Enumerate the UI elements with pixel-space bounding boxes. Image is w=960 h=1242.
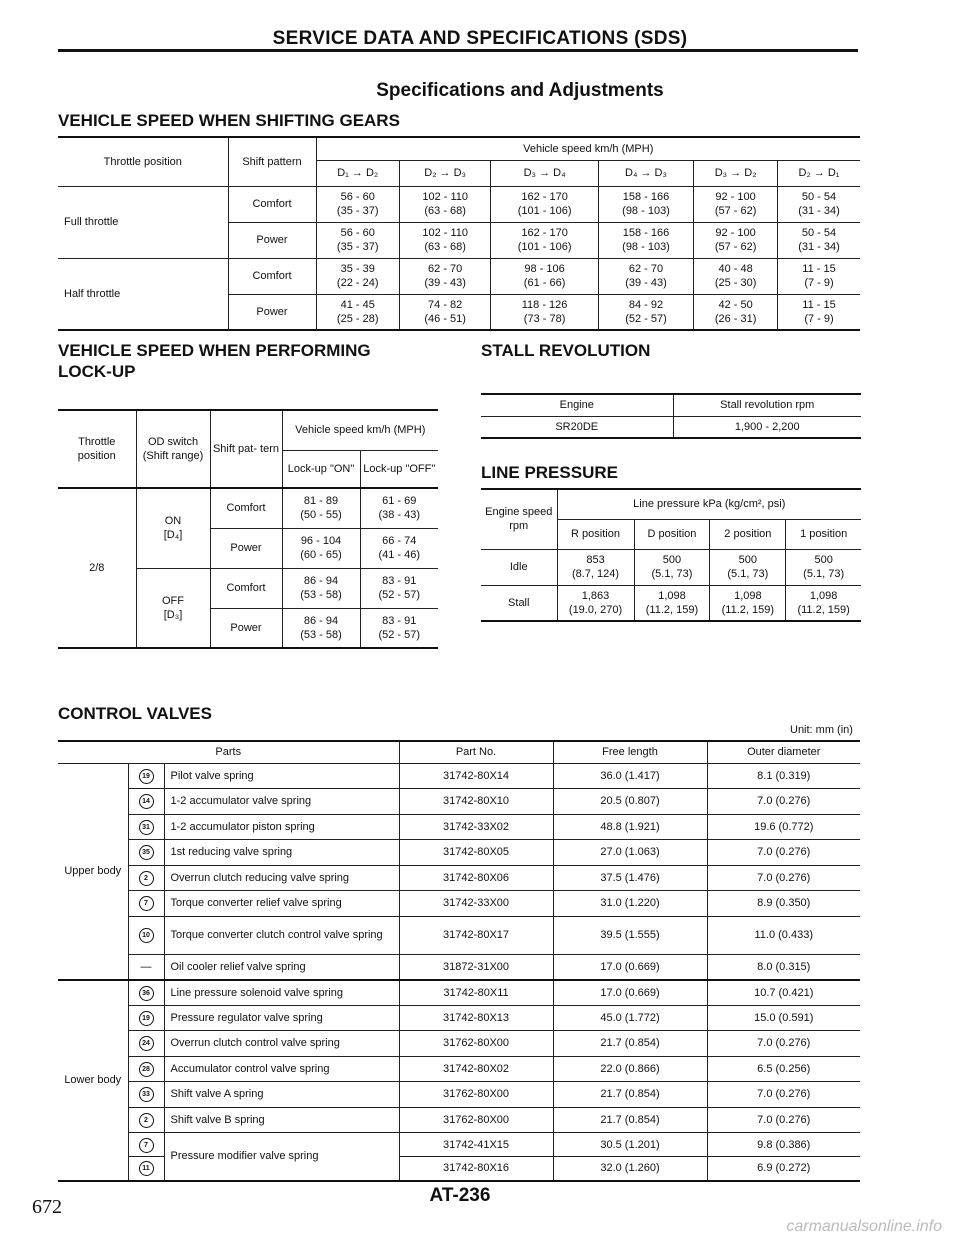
speed-cell xyxy=(316,222,399,258)
value-primary: 500 xyxy=(814,554,833,566)
value-primary: 35 - 39 xyxy=(340,263,375,275)
part-number: 31762-80X00 xyxy=(399,1082,553,1108)
value-secondary: (98 - 103) xyxy=(622,205,670,217)
lp-engine-speed: Stall xyxy=(481,585,557,621)
callout-number xyxy=(128,980,164,1006)
part-number: 31742-80X14 xyxy=(399,763,553,789)
speed-cell xyxy=(694,222,778,258)
value-secondary: (52 - 57) xyxy=(625,312,667,325)
free-length: 20.5 (0.807) xyxy=(553,789,707,815)
callout-circle: 7 xyxy=(139,896,154,911)
lockup-off-speed xyxy=(360,568,438,608)
part-number: 31742-33X02 xyxy=(399,814,553,840)
lp-value xyxy=(710,549,786,585)
speed-cell xyxy=(316,186,399,222)
speed-cell xyxy=(694,258,778,294)
free-length: 36.0 (1.417) xyxy=(553,763,707,789)
value-primary: 1,098 xyxy=(658,589,686,602)
body-label: Upper body xyxy=(58,763,128,980)
shift-pattern: Comfort xyxy=(228,186,316,222)
lp-col-header: D position xyxy=(634,519,710,549)
value-primary: 86 - 94 xyxy=(303,614,339,627)
lockup-on-speed xyxy=(282,528,360,568)
control-valves-table xyxy=(58,740,860,1182)
outer-diameter: 7.0 (0.276) xyxy=(707,1031,860,1057)
value-secondary: (41 - 46) xyxy=(378,549,421,561)
h-vehicle-speed: Vehicle speed km/h (MPH) xyxy=(316,137,860,160)
value-secondary: (98 - 103) xyxy=(622,241,670,253)
part-name: 1st reducing valve spring xyxy=(164,840,399,866)
free-length: 31.0 (1.220) xyxy=(553,891,707,917)
speed-cell xyxy=(778,294,861,330)
value-secondary: (5.1, 73) xyxy=(803,568,845,580)
value-secondary: (52 - 57) xyxy=(378,589,421,601)
callout-number xyxy=(128,865,164,891)
callout-circle: 19 xyxy=(139,1011,154,1026)
part-name: Torque converter relief valve spring xyxy=(164,891,399,917)
callout-circle: 14 xyxy=(139,794,154,809)
value-primary: 102 - 110 xyxy=(422,227,468,239)
part-name: Shift valve A spring xyxy=(164,1082,399,1108)
callout-circle: — xyxy=(140,960,152,973)
od-state: OFF xyxy=(162,594,184,607)
value-primary: 11 - 15 xyxy=(802,298,836,311)
col-header: D₃ → D₂ xyxy=(694,160,778,186)
header-rule xyxy=(58,49,858,52)
part-name: Overrun clutch control valve spring xyxy=(164,1031,399,1057)
value-primary: 50 - 54 xyxy=(801,227,837,239)
outer-diameter: 6.9 (0.272) xyxy=(707,1157,860,1181)
lu-h-throttle: Throttle position xyxy=(58,410,136,488)
col-header: D₁ → D₂ xyxy=(316,160,399,186)
callout-circle: 2 xyxy=(139,1113,154,1128)
callout-number xyxy=(128,1133,164,1157)
speed-cell xyxy=(399,222,490,258)
value-secondary: (11.2, 159) xyxy=(645,603,699,616)
value-primary: 40 - 48 xyxy=(718,263,753,275)
callout-circle: 28 xyxy=(139,1062,154,1077)
od-switch xyxy=(136,488,210,568)
cv-h-outer: Outer diameter xyxy=(707,741,860,763)
cv-h-partno: Part No. xyxy=(399,741,553,763)
stall-table xyxy=(481,393,861,439)
speed-cell xyxy=(399,186,490,222)
lu-h-on: Lock-up "ON" xyxy=(282,450,360,488)
shift-pattern: Power xyxy=(228,222,316,258)
shift-speed-table xyxy=(58,136,860,331)
lu-h-shift: Shift pat- tern xyxy=(210,410,282,488)
stall-rev: 1,900 - 2,200 xyxy=(673,416,861,438)
lu-shift-pattern: Power xyxy=(210,528,282,568)
value-secondary: (39 - 43) xyxy=(625,277,667,289)
throttle-position: Half throttle xyxy=(58,258,228,330)
value-secondary: (35 - 37) xyxy=(336,241,379,253)
lockup-on-speed xyxy=(282,488,360,528)
outer-diameter: 6.5 (0.256) xyxy=(707,1056,860,1082)
outer-diameter: 15.0 (0.591) xyxy=(707,1005,860,1031)
outer-diameter: 8.1 (0.319) xyxy=(707,763,860,789)
stall-engine: SR20DE xyxy=(481,416,673,438)
part-number: 31742-80X05 xyxy=(399,840,553,866)
od-range: [D₄] xyxy=(163,529,183,542)
value-primary: 66 - 74 xyxy=(382,535,417,547)
value-primary: 158 - 166 xyxy=(622,227,670,239)
speed-cell xyxy=(694,186,778,222)
part-name: Torque converter clutch control valve spring xyxy=(164,916,399,954)
lockup-title-2: LOCK-UP xyxy=(58,362,136,381)
value-primary: 11 - 15 xyxy=(802,263,836,275)
value-secondary: (63 - 68) xyxy=(424,241,466,253)
value-secondary: (61 - 66) xyxy=(523,277,566,289)
col-header: D₃ → D₄ xyxy=(491,160,598,186)
od-state: ON xyxy=(164,515,182,528)
value-primary: 61 - 69 xyxy=(382,495,417,508)
free-length: 17.0 (0.669) xyxy=(553,954,707,980)
lu-throttle: 2/8 xyxy=(58,488,136,648)
page-subtitle: Specifications and Adjustments xyxy=(376,80,664,101)
speed-cell xyxy=(399,294,490,330)
outer-diameter: 19.6 (0.772) xyxy=(707,814,860,840)
value-primary: 56 - 60 xyxy=(340,227,375,239)
value-primary: 83 - 91 xyxy=(382,614,417,627)
part-name: Accumulator control valve spring xyxy=(164,1056,399,1082)
outer-diameter: 9.8 (0.386) xyxy=(707,1133,860,1157)
callout-circle: 10 xyxy=(139,928,154,943)
callout-circle: 31 xyxy=(139,820,154,835)
body-label: Lower body xyxy=(58,980,128,1181)
part-number: 31742-41X15 xyxy=(399,1133,553,1157)
value-secondary: (53 - 58) xyxy=(300,589,342,601)
callout-circle: 36 xyxy=(139,986,154,1001)
shift-pattern: Power xyxy=(228,294,316,330)
callout-number xyxy=(128,814,164,840)
free-length: 37.5 (1.476) xyxy=(553,865,707,891)
value-primary: 118 - 126 xyxy=(521,298,568,311)
part-name: Pressure modifier valve spring xyxy=(164,1133,399,1181)
lockup-off-speed xyxy=(360,488,438,528)
callout-number xyxy=(128,763,164,789)
value-primary: 98 - 106 xyxy=(524,263,565,275)
part-name: Line pressure solenoid valve spring xyxy=(164,980,399,1006)
callout-circle: 33 xyxy=(139,1087,154,1102)
part-number: 31742-80X16 xyxy=(399,1157,553,1181)
value-secondary: (22 - 24) xyxy=(336,277,379,289)
lp-value xyxy=(557,585,634,621)
callout-circle: 11 xyxy=(139,1161,154,1176)
speed-cell xyxy=(694,294,778,330)
speed-cell xyxy=(491,294,598,330)
outer-diameter: 7.0 (0.276) xyxy=(707,789,860,815)
stall-h-engine: Engine xyxy=(481,394,673,416)
value-primary: 86 - 94 xyxy=(303,575,339,587)
watermark: carmanualsonline.info xyxy=(786,1218,942,1235)
value-secondary: (7 - 9) xyxy=(804,277,834,289)
callout-circle: 19 xyxy=(139,769,154,784)
callout-number xyxy=(128,1005,164,1031)
value-primary: 42 - 50 xyxy=(718,298,753,311)
speed-cell xyxy=(399,258,490,294)
lp-value xyxy=(634,585,710,621)
lp-h-lp: Line pressure kPa (kg/cm², psi) xyxy=(557,489,861,519)
value-secondary: (7 - 9) xyxy=(804,312,834,325)
value-primary: 92 - 100 xyxy=(715,227,756,239)
part-name: 1-2 accumulator valve spring xyxy=(164,789,399,815)
part-name: Pilot valve spring xyxy=(164,763,399,789)
line-pressure-title: LINE PRESSURE xyxy=(481,463,618,482)
speed-cell xyxy=(598,258,693,294)
value-secondary: (57 - 62) xyxy=(714,205,757,217)
value-secondary: (5.1, 73) xyxy=(727,568,769,580)
callout-number xyxy=(128,1056,164,1082)
value-secondary: (52 - 57) xyxy=(378,628,421,641)
value-secondary: (101 - 106) xyxy=(517,205,572,217)
part-number: 31742-80X10 xyxy=(399,789,553,815)
part-number: 31762-80X00 xyxy=(399,1031,553,1057)
speed-cell xyxy=(598,186,693,222)
lockup-table xyxy=(58,409,438,649)
value-secondary: (50 - 55) xyxy=(300,509,342,522)
value-primary: 1,098 xyxy=(809,589,838,602)
od-switch xyxy=(136,568,210,648)
h-throttle-position: Throttle position xyxy=(58,137,228,186)
value-primary: 102 - 110 xyxy=(422,191,468,203)
lp-value xyxy=(786,549,861,585)
free-length: 39.5 (1.555) xyxy=(553,916,707,954)
free-length: 22.0 (0.866) xyxy=(553,1056,707,1082)
lp-value xyxy=(557,549,634,585)
part-name: 1-2 accumulator piston spring xyxy=(164,814,399,840)
lp-value xyxy=(786,585,861,621)
lockup-title-1: VEHICLE SPEED WHEN PERFORMING xyxy=(58,341,371,360)
speed-cell xyxy=(491,258,598,294)
part-number: 31742-33X00 xyxy=(399,891,553,917)
callout-number xyxy=(128,840,164,866)
value-secondary: (25 - 30) xyxy=(714,277,757,289)
value-secondary: (63 - 68) xyxy=(424,205,466,217)
free-length: 45.0 (1.772) xyxy=(553,1005,707,1031)
speed-cell xyxy=(778,222,861,258)
section-page-code: AT-236 xyxy=(429,1185,491,1206)
callout-circle: 2 xyxy=(139,871,154,886)
speed-cell xyxy=(316,294,399,330)
value-primary: 1,098 xyxy=(734,589,762,602)
cv-h-free: Free length xyxy=(553,741,707,763)
value-primary: 83 - 91 xyxy=(382,575,417,587)
outer-diameter: 8.0 (0.315) xyxy=(707,954,860,980)
lp-value xyxy=(710,585,786,621)
lp-engine-speed: Idle xyxy=(481,549,557,585)
lp-col-header: 1 position xyxy=(786,519,861,549)
callout-number xyxy=(128,789,164,815)
callout-number xyxy=(128,891,164,917)
callout-number xyxy=(128,1031,164,1057)
part-number: 31762-80X00 xyxy=(399,1107,553,1133)
free-length: 32.0 (1.260) xyxy=(553,1157,707,1181)
h-shift-pattern: Shift pattern xyxy=(228,137,316,186)
control-valves-title: CONTROL VALVES xyxy=(58,704,212,723)
callout-circle: 7 xyxy=(139,1138,154,1153)
part-number: 31872-31X00 xyxy=(399,954,553,980)
throttle-position: Full throttle xyxy=(58,186,228,258)
lockup-on-speed xyxy=(282,608,360,648)
value-primary: 41 - 45 xyxy=(340,298,375,311)
lu-shift-pattern: Comfort xyxy=(210,488,282,528)
value-primary: 81 - 89 xyxy=(303,495,339,508)
lockup-off-speed xyxy=(360,608,438,648)
callout-number xyxy=(128,954,164,980)
value-primary: 50 - 54 xyxy=(801,191,837,203)
page-header-title: SERVICE DATA AND SPECIFICATIONS (SDS) xyxy=(272,28,688,49)
value-secondary: (60 - 65) xyxy=(300,549,342,561)
free-length: 21.7 (0.854) xyxy=(553,1031,707,1057)
lockup-on-speed xyxy=(282,568,360,608)
value-primary: 158 - 166 xyxy=(622,191,670,203)
unit-label: Unit: mm (in) xyxy=(790,724,853,736)
value-secondary: (8.7, 124) xyxy=(571,568,620,580)
part-name: Oil cooler relief valve spring xyxy=(164,954,399,980)
stall-title: STALL REVOLUTION xyxy=(481,341,651,360)
free-length: 21.7 (0.854) xyxy=(553,1107,707,1133)
value-secondary: (39 - 43) xyxy=(424,277,466,289)
value-primary: 92 - 100 xyxy=(715,191,756,203)
outer-diameter: 10.7 (0.421) xyxy=(707,980,860,1006)
value-primary: 84 - 92 xyxy=(628,298,664,311)
col-header: D₂ → D₃ xyxy=(399,160,490,186)
speed-cell xyxy=(598,222,693,258)
value-primary: 62 - 70 xyxy=(628,263,664,275)
part-number: 31742-80X02 xyxy=(399,1056,553,1082)
value-primary: 56 - 60 xyxy=(340,191,375,203)
value-secondary: (31 - 34) xyxy=(798,241,840,253)
free-length: 48.8 (1.921) xyxy=(553,814,707,840)
part-number: 31742-80X17 xyxy=(399,916,553,954)
lu-shift-pattern: Power xyxy=(210,608,282,648)
outer-diameter: 7.0 (0.276) xyxy=(707,1082,860,1108)
lp-h-speed: Engine speed rpm xyxy=(481,489,557,549)
part-name: Shift valve B spring xyxy=(164,1107,399,1133)
value-primary: 62 - 70 xyxy=(428,263,463,275)
part-number: 31742-80X13 xyxy=(399,1005,553,1031)
value-primary: 162 - 170 xyxy=(521,227,568,239)
value-secondary: (35 - 37) xyxy=(336,205,379,217)
value-secondary: (19.0, 270) xyxy=(568,603,623,616)
cv-h-parts: Parts xyxy=(58,741,399,763)
speed-cell xyxy=(491,222,598,258)
lu-h-off: Lock-up "OFF" xyxy=(360,450,438,488)
value-secondary: (46 - 51) xyxy=(424,312,466,325)
callout-number xyxy=(128,1157,164,1181)
lu-shift-pattern: Comfort xyxy=(210,568,282,608)
shift-speed-title: VEHICLE SPEED WHEN SHIFTING GEARS xyxy=(58,111,400,130)
free-length: 21.7 (0.854) xyxy=(553,1082,707,1108)
value-secondary: (5.1, 73) xyxy=(651,568,693,580)
value-secondary: (101 - 106) xyxy=(517,241,572,253)
part-name: Overrun clutch reducing valve spring xyxy=(164,865,399,891)
outer-diameter: 7.0 (0.276) xyxy=(707,1107,860,1133)
lp-value xyxy=(634,549,710,585)
speed-cell xyxy=(491,186,598,222)
speed-cell xyxy=(778,186,861,222)
value-primary: 1,863 xyxy=(581,589,610,602)
speed-cell xyxy=(598,294,693,330)
lu-h-od: OD switch (Shift range) xyxy=(136,410,210,488)
lu-h-vs: Vehicle speed km/h (MPH) xyxy=(282,410,438,450)
part-number: 31742-80X11 xyxy=(399,980,553,1006)
speed-cell xyxy=(778,258,861,294)
page-number: 672 xyxy=(32,1196,62,1218)
outer-diameter: 11.0 (0.433) xyxy=(707,916,860,954)
value-primary: 500 xyxy=(662,554,682,566)
value-primary: 96 - 104 xyxy=(300,535,342,547)
value-secondary: (38 - 43) xyxy=(378,509,421,522)
outer-diameter: 7.0 (0.276) xyxy=(707,840,860,866)
part-number: 31742-80X06 xyxy=(399,865,553,891)
value-secondary: (53 - 58) xyxy=(300,628,342,641)
lockup-off-speed xyxy=(360,528,438,568)
value-secondary: (57 - 62) xyxy=(714,241,757,253)
value-primary: 74 - 82 xyxy=(428,298,463,311)
value-secondary: (31 - 34) xyxy=(798,205,840,217)
value-secondary: (73 - 78) xyxy=(523,312,566,325)
free-length: 27.0 (1.063) xyxy=(553,840,707,866)
callout-number xyxy=(128,1082,164,1108)
col-header: D₄ → D₃ xyxy=(598,160,693,186)
lp-col-header: 2 position xyxy=(710,519,786,549)
callout-circle: 24 xyxy=(139,1036,154,1051)
value-secondary: (26 - 31) xyxy=(714,312,757,325)
value-secondary: (11.2, 159) xyxy=(721,603,775,616)
line-pressure-table xyxy=(481,488,861,622)
callout-circle: 35 xyxy=(139,845,154,860)
stall-h-rev: Stall revolution rpm xyxy=(673,394,861,416)
value-primary: 500 xyxy=(738,554,758,566)
value-secondary: (25 - 28) xyxy=(336,312,379,325)
free-length: 30.5 (1.201) xyxy=(553,1133,707,1157)
value-secondary: (11.2, 159) xyxy=(797,603,850,616)
callout-number xyxy=(128,916,164,954)
outer-diameter: 7.0 (0.276) xyxy=(707,865,860,891)
free-length: 17.0 (0.669) xyxy=(553,980,707,1006)
value-primary: 853 xyxy=(586,554,605,566)
callout-number xyxy=(128,1107,164,1133)
col-header: D₂ → D₁ xyxy=(778,160,861,186)
speed-cell xyxy=(316,258,399,294)
part-name: Pressure regulator valve spring xyxy=(164,1005,399,1031)
outer-diameter: 8.9 (0.350) xyxy=(707,891,860,917)
value-primary: 162 - 170 xyxy=(521,191,568,203)
shift-pattern: Comfort xyxy=(228,258,316,294)
lp-col-header: R position xyxy=(557,519,634,549)
od-range: [D₃] xyxy=(163,608,183,621)
